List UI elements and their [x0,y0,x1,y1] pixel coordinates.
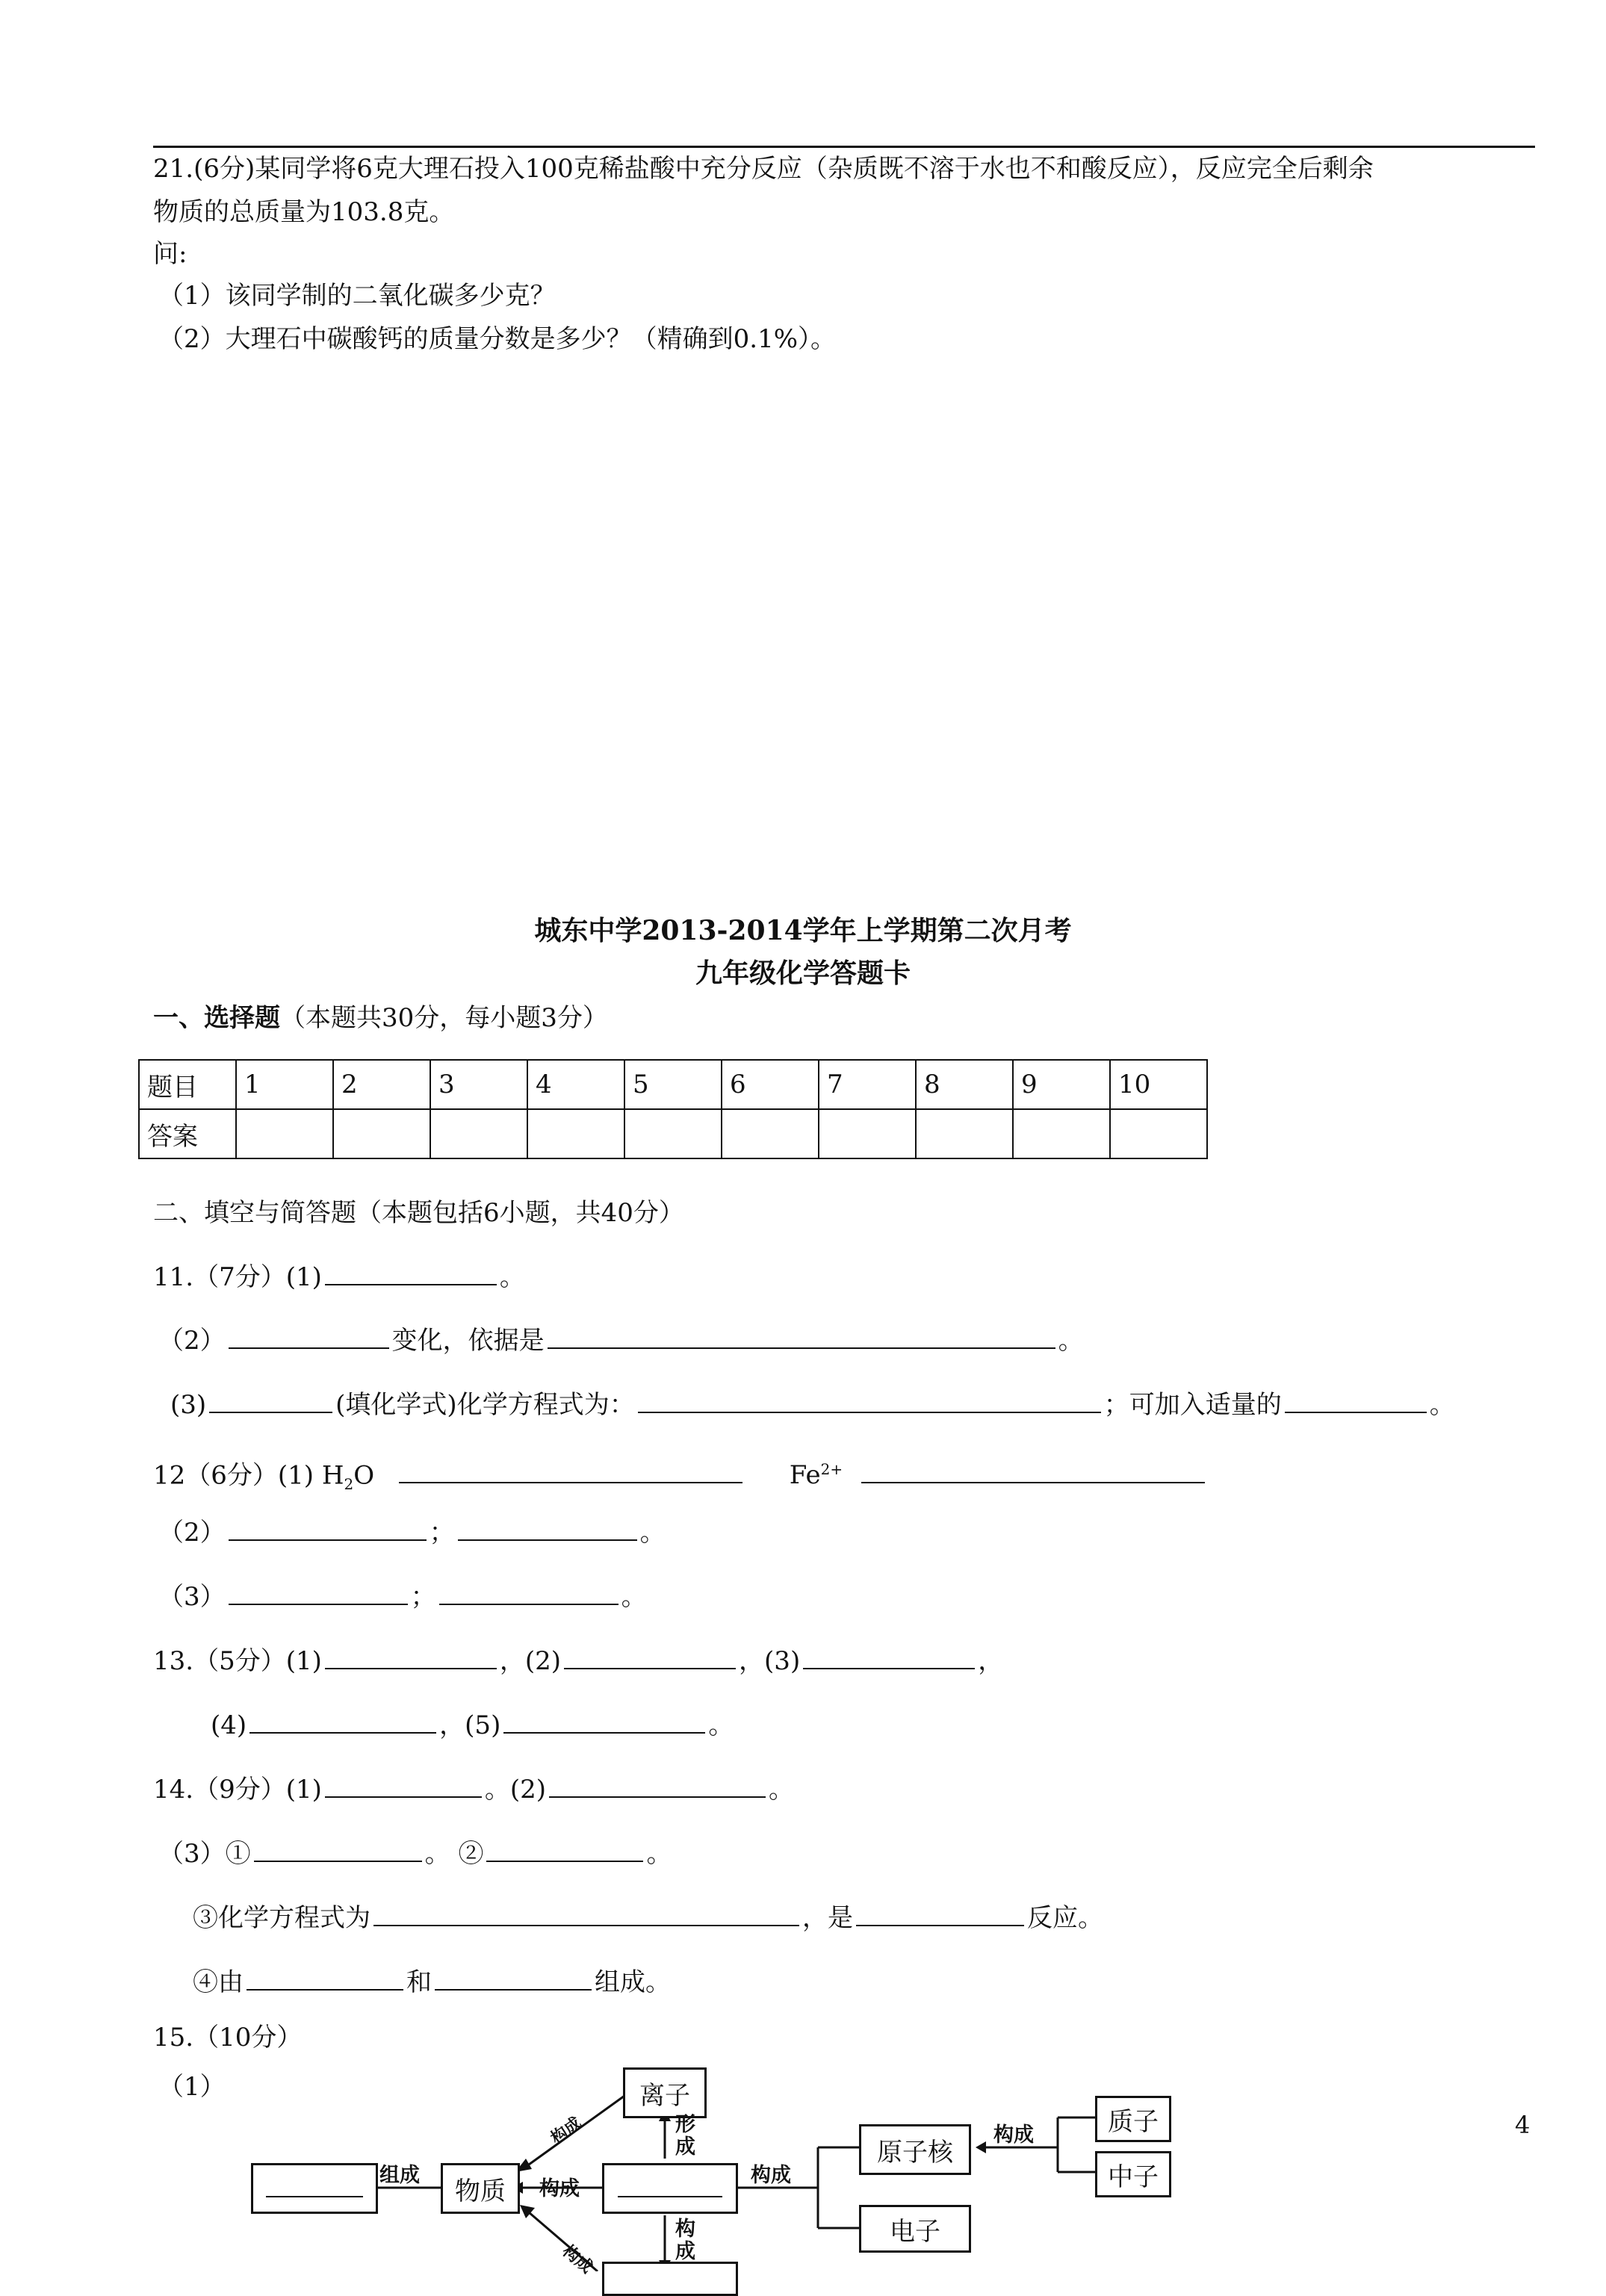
sub-label: (4) [211,1710,247,1740]
label-construct-atom: 构成 [539,2177,580,2200]
q21-ask: 问: [153,239,187,269]
table-cell: 1 [236,1060,333,1109]
label-construct-proton: 构成 [993,2123,1034,2147]
table-cell: 3 [430,1060,527,1109]
punct: 。 [1429,1390,1455,1420]
punct: 。 [646,1839,672,1869]
formula-tail: O [353,1460,375,1491]
q21-line2: 物质的总质量为103.8克。 [153,197,455,227]
table-head-number: 题目 [139,1060,236,1109]
section1-note: （本题共30分，每小题3分） [280,1003,608,1033]
q11-text: ；可加入适量的 [1103,1390,1282,1420]
punct: ； [410,1582,436,1612]
sub-label: （3） [158,1582,226,1612]
sub-label: (3) [170,1390,207,1420]
label-construct-down: 构成 [675,2218,695,2263]
punct: 。 [621,1582,647,1612]
q13-label: 13.（5分）(1) [153,1646,322,1676]
q11-text: 变化，依据是 [391,1326,545,1356]
q14-text: ④由 [193,1967,244,1997]
punct: 。 [639,1518,666,1548]
sub-label: ，(2) [499,1646,562,1676]
electron-box: 电子 [859,2205,971,2253]
punct: 。 [499,1262,525,1292]
lower-box[interactable] [602,2262,738,2296]
punct: 。 [1058,1326,1084,1356]
label-construct-ion: 构成 [548,2114,586,2149]
q14-text: 反应。 [1027,1903,1103,1933]
matter-box: 物质 [441,2163,520,2214]
label-form: 形成 [675,2113,695,2159]
q21-sub2: （2）大理石中碳酸钙的质量分数是多少？（精确到0.1%）。 [158,324,837,354]
sub-label: （2） [158,1326,226,1356]
table-cell: 8 [916,1060,1013,1109]
table-cell: 7 [819,1060,916,1109]
q14-text: 组成。 [595,1967,671,1997]
q14-label: 14.（9分）(1) [153,1775,322,1805]
sub-label: ，(3) [739,1646,801,1676]
q15-heading: 15.（10分） [153,2023,303,2053]
page-number: 4 [1515,2111,1531,2139]
punct: ， [978,1646,1004,1676]
blank-box-left[interactable] [251,2163,378,2214]
card-title: 城东中学2013-2014学年上学期第二次月考 [534,915,1072,946]
label-construct-nucleus: 构成 [751,2164,791,2187]
punct: ； [429,1518,455,1548]
table-cell: 10 [1110,1060,1207,1109]
table-cell: 9 [1013,1060,1110,1109]
section1-label: 一、选择题 [153,1003,280,1033]
card-subtitle: 九年级化学答题卡 [695,958,911,989]
fe-ion: Fe [789,1460,821,1491]
table-cell: 6 [722,1060,819,1109]
neutron-box: 中子 [1095,2151,1171,2197]
sub-label: 。 ② [424,1839,484,1869]
q14-text: ，是 [802,1903,853,1933]
q15-sub1: （1） [158,2072,226,2102]
q21-sub1: （1）该同学制的二氧化碳多少克？ [158,281,556,311]
punct: 。 [769,1775,795,1805]
proton-box: 质子 [1095,2096,1171,2142]
q11-text: (填化学式)化学方程式为： [335,1390,635,1420]
sub-label: （2） [158,1518,226,1548]
table-head-answer: 答案 [139,1109,236,1158]
section2-heading: 二、填空与简答题（本题包括6小题，共40分） [153,1198,684,1228]
blank[interactable] [618,2179,722,2197]
q14-text: ③化学方程式为 [193,1903,371,1933]
q12-label: 12（6分）(1) H [153,1460,344,1491]
q14-text: 和 [406,1967,432,1997]
label-compose: 组成 [379,2164,420,2187]
subscript: 2 [344,1475,354,1494]
sub-label: ，(5) [439,1710,501,1740]
ion-box: 离子 [623,2067,707,2118]
q11-label: 11.（7分）(1) [153,1262,322,1292]
superscript: 2+ [820,1460,843,1478]
nucleus-box: 原子核 [859,2124,971,2175]
table-cell: 4 [527,1060,624,1109]
atom-blank-box[interactable] [602,2163,738,2214]
table-cell: 5 [624,1060,722,1109]
label-construct-lower: 构成 [558,2241,596,2277]
punct: 。 [708,1710,734,1740]
sub-label: 。(2) [484,1775,547,1805]
q21-line1: 21.(6分)某同学将6克大理石投入100克稀盐酸中充分反应（杂质既不溶于水也不和酸反应），反应完全后剩余 [153,154,1374,184]
blank[interactable] [266,2179,363,2197]
table-cell: 2 [333,1060,430,1109]
sub-label: （3）① [158,1839,251,1869]
